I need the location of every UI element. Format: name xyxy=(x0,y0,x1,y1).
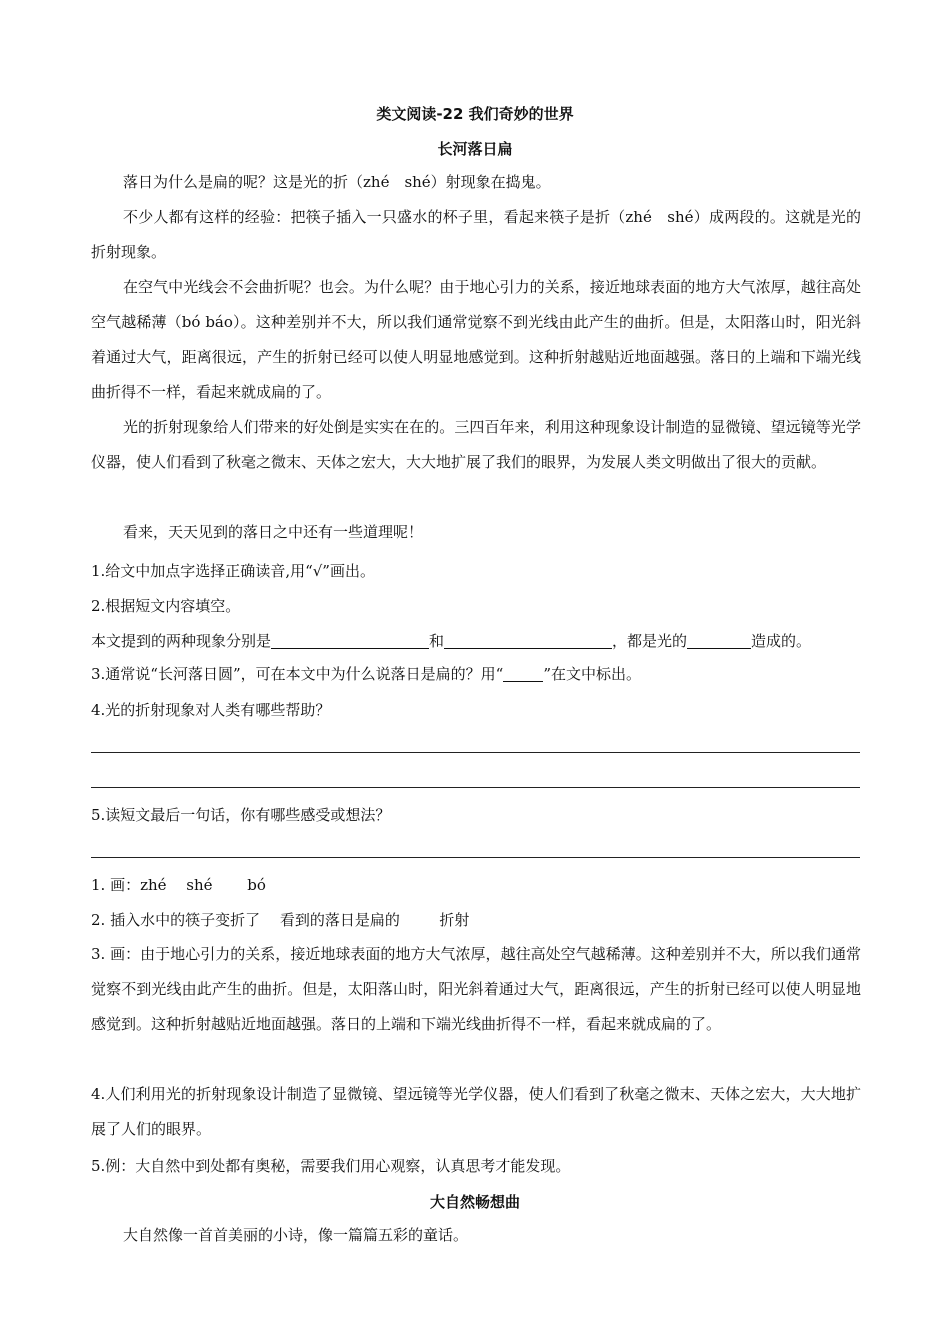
answer-line-5[interactable] xyxy=(91,857,860,858)
page-title: 类文阅读-22 我们奇妙的世界 xyxy=(376,105,574,123)
question-2: 2.根据短文内容填空。 xyxy=(91,597,241,615)
answer-line-4b[interactable] xyxy=(91,787,860,788)
story-paragraph-2: 不少人都有这样的经验：把筷子插入一只盛水的杯子里，看起来筷子是折（zhé shé）成两段的。这就是光的折射现象。 xyxy=(91,208,861,261)
story-2-title: 大自然畅想曲 xyxy=(429,1193,520,1211)
answer-4: 4.人们利用光的折射现象设计制造了显微镜、望远镜等光学仪器，使人们看到了秋毫之微末、天体之宏大，大大地扩展了人们的眼界。 xyxy=(91,1085,861,1138)
story-2-paragraph-1: 大自然像一首首美丽的小诗，像一篇篇五彩的童话。 xyxy=(123,1226,469,1244)
question-3 xyxy=(91,663,871,685)
fill-blank-2[interactable] xyxy=(444,632,612,649)
question-1: 1.给文中加点字选择正确读音,用“√”画出。 xyxy=(91,562,375,580)
fill-text-3: ，都是光的 xyxy=(612,632,688,650)
fill-text-4: 造成的。 xyxy=(751,632,812,650)
fill-text-2: 和 xyxy=(429,632,445,650)
question-3-text-end: ”在文中标出。 xyxy=(543,665,641,683)
story-title: 长河落日扁 xyxy=(437,140,513,158)
story-paragraph-3: 在空气中光线会不会曲折呢？也会。为什么呢？由于地心引力的关系，接近地球表面的地方大气浓厚，越往高处空气越稀薄（bó báo）。这种差别并不大，所以我们通常觉察不到光线由此产生的曲折。但是，太阳落山时，阳光斜着通过大气，距离很远，产生的折射已经可以使人明显地感觉到。这种折射越贴近地面越强。落日的上端和下端光线曲折得不一样，看起来就成扁的了。 xyxy=(91,278,861,401)
question-2-fill xyxy=(91,630,871,652)
answer-3: 3. 画：由于地心引力的关系，接近地球表面的地方大气浓厚，越往高处空气越稀薄。这种差别并不大，所以我们通常觉察不到光线由此产生的曲折。但是，太阳落山时，阳光斜着通过大气，距离很远，产生的折射已经可以使人明显地感觉到。这种折射越贴近地面越强。落日的上端和下端光线曲折得不一样，看起来就成扁的了。 xyxy=(91,945,861,1033)
story-paragraph-5: 看来，天天见到的落日之中还有一些道理呢！ xyxy=(123,523,424,541)
underline-mark-sample xyxy=(503,665,543,682)
question-3-text: 3.通常说“长河落日圆”，可在本文中为什么说落日是扁的？用“ xyxy=(91,665,504,683)
answer-5: 5.例：大自然中到处都有奥秘，需要我们用心观察，认真思考才能发现。 xyxy=(91,1157,571,1175)
story-paragraph-1: 落日为什么是扁的呢？这是光的折（zhé shé）射现象在捣鬼。 xyxy=(123,173,551,191)
answer-line-4a[interactable] xyxy=(91,752,860,753)
answer-1: 1. 画：zhé shé bó xyxy=(91,876,266,894)
fill-blank-3[interactable] xyxy=(687,632,751,649)
question-5: 5.读短文最后一句话，你有哪些感受或想法？ xyxy=(91,806,391,824)
question-4: 4.光的折射现象对人类有哪些帮助？ xyxy=(91,701,331,719)
answer-2: 2. 插入水中的筷子变折了 看到的落日是扁的 折射 xyxy=(91,911,470,929)
fill-blank-1[interactable] xyxy=(271,632,429,649)
fill-text-1: 本文提到的两种现象分别是 xyxy=(91,632,272,650)
story-paragraph-4: 光的折射现象给人们带来的好处倒是实实在在的。三四百年来，利用这种现象设计制造的显微镜、望远镜等光学仪器，使人们看到了秋毫之微末、天体之宏大，大大地扩展了我们的眼界，为发展人类文明做出了很大的贡献。 xyxy=(91,418,861,471)
